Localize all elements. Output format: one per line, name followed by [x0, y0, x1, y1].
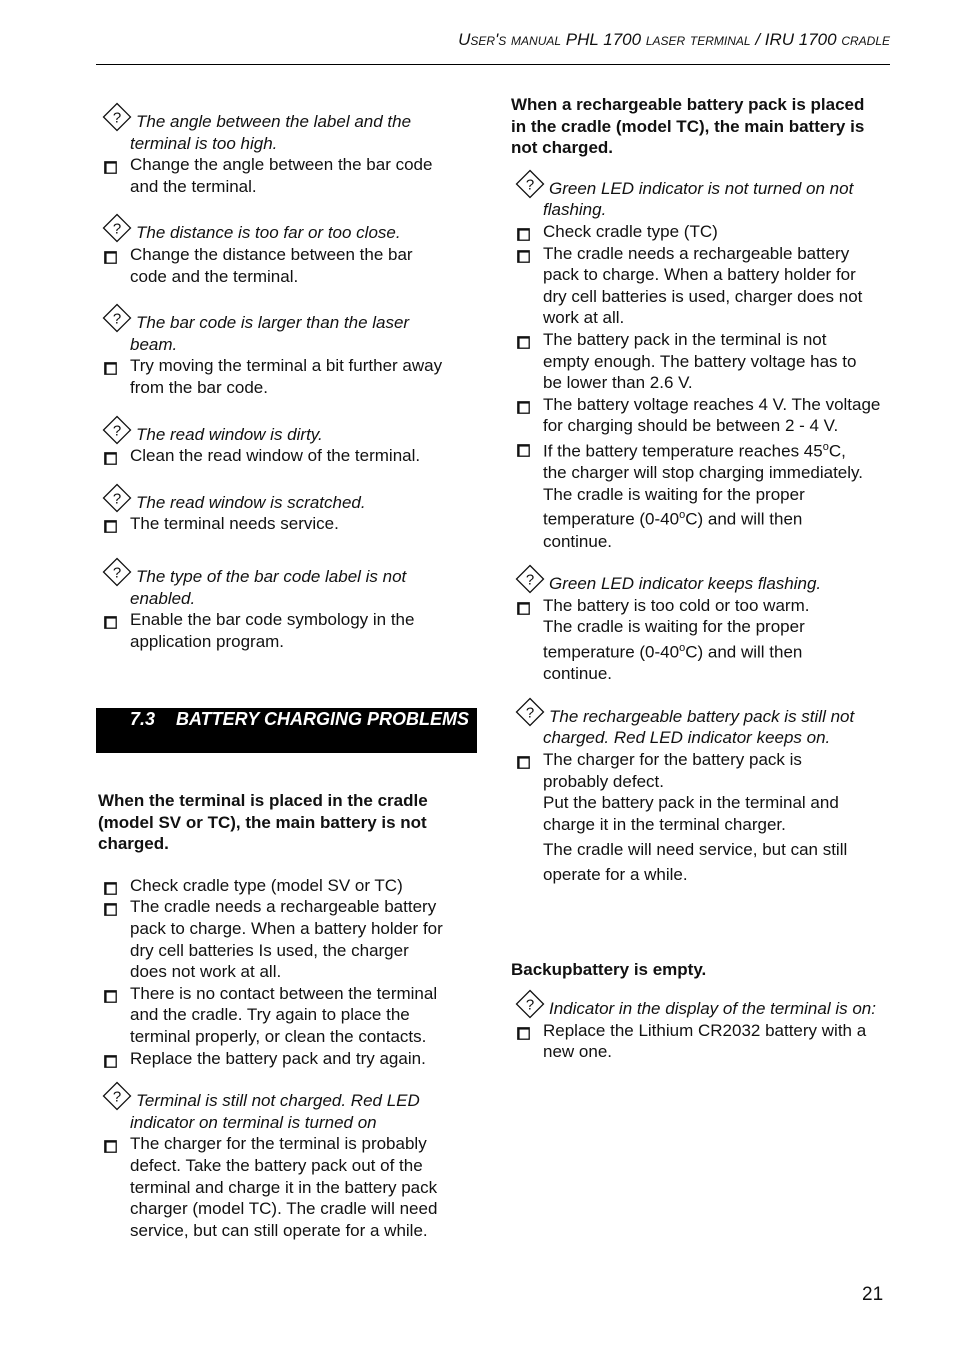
condition [98, 483, 478, 514]
heading-line: in the cradle (model TC), the main battery is [511, 116, 865, 136]
line-text: The cradle is waiting for the proper [543, 617, 805, 637]
condition-line [511, 697, 896, 728]
condition [98, 303, 478, 355]
checkbox-bullet-icon [104, 517, 117, 530]
item-line: Replace the battery pack and try again. [130, 1048, 426, 1068]
item-line: does not work at all. [130, 962, 282, 982]
item-line: pack to charge. When a battery holder for [130, 918, 443, 938]
item-line [543, 638, 896, 663]
checkbox-bullet-icon [104, 359, 117, 372]
condition-line [98, 213, 478, 244]
checkbox-bullet-icon [104, 449, 117, 462]
svg-text:?: ? [112, 310, 122, 328]
item-line: Enable the bar code symbology in the [130, 610, 415, 630]
degree-superscript: o [679, 641, 686, 654]
item-line: The battery voltage reaches 4 V. The voltage [543, 394, 881, 414]
checkbox-bullet-icon [104, 248, 117, 261]
checkbox-bullet-icon [517, 599, 530, 612]
condition-line [511, 199, 896, 221]
checkbox-bullet-icon [104, 1137, 117, 1150]
paragraph-line: operate for a while. [543, 865, 688, 885]
condition-line [511, 727, 896, 749]
item-line: dry cell batteries Is used, the charger [130, 940, 409, 960]
line-text: The cradle is waiting for the proper [543, 484, 805, 504]
item-line [543, 437, 896, 462]
question-diamond-icon [102, 415, 132, 445]
condition-text: Green LED indicator is not turned on not [549, 178, 854, 198]
item-line: The terminal needs service. [130, 514, 339, 534]
checklist-item [511, 595, 896, 685]
item-line: work at all. [543, 308, 625, 328]
condition-line [98, 557, 478, 588]
item-line: There is no contact between the terminal [130, 983, 438, 1003]
condition [98, 213, 478, 244]
question-diamond-icon [102, 1081, 132, 1111]
condition-line [98, 1112, 478, 1134]
condition-text: The read window is scratched. [136, 492, 366, 512]
condition-line [511, 989, 896, 1020]
condition-text: Indicator in the display of the terminal is on: [549, 998, 876, 1018]
header-rule [96, 64, 890, 65]
question-diamond-icon [515, 989, 545, 1019]
line-text: If the battery temperature reaches 45 [543, 441, 823, 461]
line-text: temperature (0-40 [543, 510, 680, 529]
heading-line: charged. [98, 834, 169, 854]
checkbox-bullet-icon [517, 441, 530, 454]
svg-text:?: ? [525, 996, 535, 1014]
condition-text: The angle between the label and the [136, 112, 412, 131]
running-header [96, 28, 890, 52]
checklist-item [98, 609, 478, 652]
item-line: and the terminal. [130, 176, 257, 196]
item-line: charger (model TC). The cradle will need [130, 1199, 438, 1219]
checkbox-bullet-icon [517, 753, 530, 766]
checklist-item [98, 154, 478, 197]
condition-line [98, 303, 478, 334]
item-line: Replace the Lithium CR2032 battery with a [543, 1020, 867, 1040]
condition [511, 989, 896, 1020]
item-line: Try moving the terminal a bit further away [130, 356, 443, 376]
item-line: pack to charge. When a battery holder for [543, 265, 856, 285]
header-part-1: User's manual [458, 30, 562, 49]
bold-heading [511, 94, 896, 159]
item-line [543, 616, 896, 638]
condition-text: The type of the bar code label is not [136, 566, 407, 586]
checklist-item [98, 513, 478, 535]
degree-superscript: o [679, 509, 686, 522]
item-line: The cradle needs a rechargeable battery [130, 897, 437, 917]
checkbox-bullet-icon [104, 987, 117, 1000]
line-text: continue. [543, 664, 612, 684]
condition-text: indicator on terminal is turned on [130, 1112, 377, 1132]
condition [98, 557, 478, 609]
checklist-item [511, 329, 896, 394]
checklist-item [98, 445, 478, 467]
item-line: and the cradle. Try again to place the [130, 1005, 410, 1025]
checkbox-bullet-icon [104, 1052, 117, 1065]
page-number: 21 [862, 1284, 884, 1305]
item-line: probably defect. [543, 771, 664, 791]
item-line: code and the terminal. [130, 266, 299, 286]
checkbox-bullet-icon [517, 398, 530, 411]
header-part-4: / IRU 1700 [755, 30, 837, 49]
item-line: Change the angle between the bar code [130, 155, 433, 175]
item-line [543, 462, 896, 484]
line-text: The battery is too cold or too warm. [543, 595, 810, 615]
item-line: defect. Take the battery pack out of the [130, 1155, 423, 1175]
heading-line: When a rechargeable battery pack is placed [511, 95, 865, 114]
svg-text:?: ? [525, 704, 535, 722]
condition-line [511, 564, 896, 595]
paragraph-line: charge it in the terminal charger. [543, 814, 786, 834]
checkbox-bullet-icon [517, 225, 530, 238]
item-line: new one. [543, 1042, 612, 1062]
checklist-item [511, 394, 896, 437]
item-line [543, 484, 896, 506]
item-line: terminal and charge it in the battery pack [130, 1177, 438, 1197]
checklist-item [98, 1048, 478, 1070]
question-diamond-icon [102, 557, 132, 587]
condition-text: Terminal is still not charged. Red LED [136, 1091, 420, 1111]
item-line: for charging should be between 2 - 4 V. [543, 416, 839, 436]
condition-line [98, 415, 478, 446]
checklist-item [511, 243, 896, 329]
item-line: The charger for the battery pack is [543, 750, 802, 769]
condition-line [98, 334, 478, 356]
condition-text: flashing. [543, 200, 607, 220]
checklist-item [98, 896, 478, 982]
condition-text: The bar code is larger than the laser [136, 313, 410, 333]
svg-text:?: ? [525, 176, 535, 194]
item-line [543, 663, 896, 685]
condition-text: terminal is too high. [130, 133, 278, 153]
condition [511, 169, 896, 221]
heading-line: (model SV or TC), the main battery is not [98, 812, 427, 832]
question-diamond-icon [515, 169, 545, 199]
question-diamond-icon [102, 303, 132, 333]
question-diamond-icon [102, 213, 132, 243]
checklist-item [98, 355, 478, 398]
item-line: Change the distance between the bar [130, 244, 413, 264]
section-title: BATTERY CHARGING PROBLEMS [176, 709, 470, 729]
header-part-5: cradle [841, 30, 890, 49]
condition-line [511, 169, 896, 200]
condition-text: beam. [130, 334, 178, 354]
checkbox-bullet-icon [104, 900, 117, 913]
condition-text: Green LED indicator keeps flashing. [549, 574, 822, 594]
condition-text: charged. Red LED indicator keeps on. [543, 728, 831, 748]
heading-line: not charged. [511, 138, 614, 158]
condition [511, 564, 896, 595]
condition-line [98, 483, 478, 514]
checklist-item [511, 749, 896, 792]
item-line: The battery pack in the terminal is not [543, 329, 827, 349]
condition [98, 415, 478, 446]
condition-text: The read window is dirty. [136, 424, 323, 444]
item-line: Clean the read window of the terminal. [130, 446, 421, 466]
condition-text: enabled. [130, 588, 196, 608]
item-line: Check cradle type (TC) [543, 221, 718, 241]
bold-heading [98, 790, 478, 855]
checkbox-bullet-icon [517, 1024, 530, 1037]
condition-line [98, 588, 478, 610]
item-line: terminal properly, or clean the contacts. [130, 1026, 427, 1046]
item-line [543, 595, 896, 617]
checklist-item [511, 437, 896, 552]
svg-text:?: ? [112, 1088, 122, 1106]
line-text: temperature (0-40 [543, 642, 680, 662]
condition-text: The distance is too far or too close. [136, 223, 401, 243]
question-diamond-icon [102, 483, 132, 513]
item-line: The cradle needs a rechargeable battery [543, 243, 850, 263]
bold-heading: Backupbattery is empty. [511, 960, 707, 980]
header-part-3: laser terminal [645, 30, 751, 49]
condition [98, 1081, 478, 1133]
condition [98, 102, 478, 154]
left-column-bottom [98, 790, 478, 1241]
section-number: 7.3 [130, 709, 156, 729]
svg-text:?: ? [112, 109, 122, 127]
question-diamond-icon [102, 102, 132, 132]
item-line: empty enough. The battery voltage has to [543, 351, 857, 371]
line-text: the charger will stop charging immediately. [543, 463, 863, 483]
item-line [543, 531, 896, 553]
item-line: Check cradle type (model SV or TC) [130, 875, 403, 895]
checklist-item [98, 875, 478, 897]
item-line: service, but can still operate for a while. [130, 1220, 428, 1240]
checkbox-bullet-icon [517, 247, 530, 260]
paragraph-line: Put the battery pack in the terminal and [543, 793, 839, 813]
header-part-2: PHL 1700 [565, 30, 642, 49]
checklist-item [98, 983, 478, 1048]
item-line: be lower than 2.6 V. [543, 373, 693, 393]
line-text: C) and will then [685, 510, 803, 529]
item-line [543, 505, 896, 530]
condition-line [98, 102, 478, 133]
svg-text:?: ? [112, 490, 122, 508]
degree-superscript: o [822, 440, 829, 453]
checkbox-bullet-icon [104, 613, 117, 626]
line-text: C) and will then [685, 642, 803, 662]
condition [511, 697, 896, 749]
checklist-item [511, 221, 896, 243]
checklist-item [511, 1020, 896, 1063]
line-text: continue. [543, 531, 612, 551]
condition-text: The rechargeable battery pack is still not [549, 706, 855, 726]
svg-text:?: ? [112, 564, 122, 582]
svg-text:?: ? [112, 220, 122, 238]
checklist-item [98, 1133, 478, 1241]
checklist-item [98, 244, 478, 287]
line-text: C, [828, 441, 846, 461]
question-diamond-icon [515, 564, 545, 594]
item-line: application program. [130, 631, 285, 651]
item-line: from the bar code. [130, 377, 268, 397]
indented-paragraph [511, 792, 896, 835]
heading-line: When the terminal is placed in the cradle [98, 791, 428, 810]
condition-line [98, 133, 478, 155]
checkbox-bullet-icon [104, 879, 117, 892]
indented-paragraph [511, 837, 896, 887]
svg-text:?: ? [525, 571, 535, 589]
item-line: dry cell batteries is used, charger does not [543, 286, 863, 306]
question-diamond-icon [515, 697, 545, 727]
checkbox-bullet-icon [104, 158, 117, 171]
item-line: The charger for the terminal is probably [130, 1134, 427, 1154]
condition-line [98, 1081, 478, 1112]
section-heading [96, 708, 477, 753]
svg-text:?: ? [112, 422, 122, 440]
left-column-top [98, 94, 478, 652]
checkbox-bullet-icon [517, 333, 530, 346]
paragraph-line: The cradle will need service, but can still [543, 840, 848, 860]
right-column [511, 94, 896, 1063]
